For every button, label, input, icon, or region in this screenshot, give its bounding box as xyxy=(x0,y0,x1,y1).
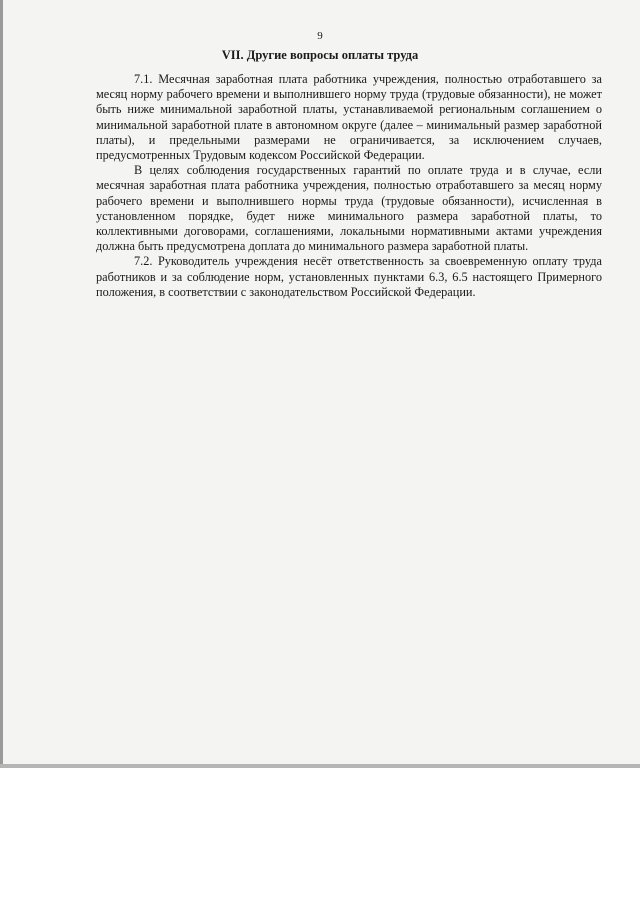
section-title: VII. Другие вопросы оплаты труда xyxy=(221,48,419,62)
paragraph-7-2: 7.2. Руководитель учреждения несёт ответственность за своевременную оплату труда работников и за соблюдение норм, установленных пунктами 6.3, 6.5 настоящего Примерного положения, в соответствии с законодательством Российской Федерации. xyxy=(96,254,602,299)
paragraph-7-1: 7.1. Месячная заработная плата работника учреждения, полностью отработавшего за месяц норму рабочего времени и выполнившего норму труда (трудовые обязанности), не может быть ниже минимальной заработной платы, устанавливаемой региональным соглашением о минимальной заработной плате в автономном округе (далее – минимальный размер заработной платы), и предельными размерами не ограничивается, за исключением случаев, предусмотренных Трудовым кодексом Российской Федерации. xyxy=(96,72,602,163)
document-body xyxy=(96,72,602,300)
page-number: 9 xyxy=(317,30,323,42)
scan-left-edge xyxy=(0,0,3,768)
paragraph-guarantees: В целях соблюдения государственных гарантий по оплате труда и в случае, если месячная заработная плата работника учреждения, полностью отработавшего за месяц норму рабочего времени и выполнившего нормы труда (трудовые обязанности), исчисленная в установленном порядке, будет ниже минимального размера заработной платы, то коллективными договорами, соглашениями, локальными нормативными актами учреждения должна быть предусмотрена доплата до минимального размера заработной платы. xyxy=(96,163,602,254)
scan-bottom-edge xyxy=(0,764,640,768)
